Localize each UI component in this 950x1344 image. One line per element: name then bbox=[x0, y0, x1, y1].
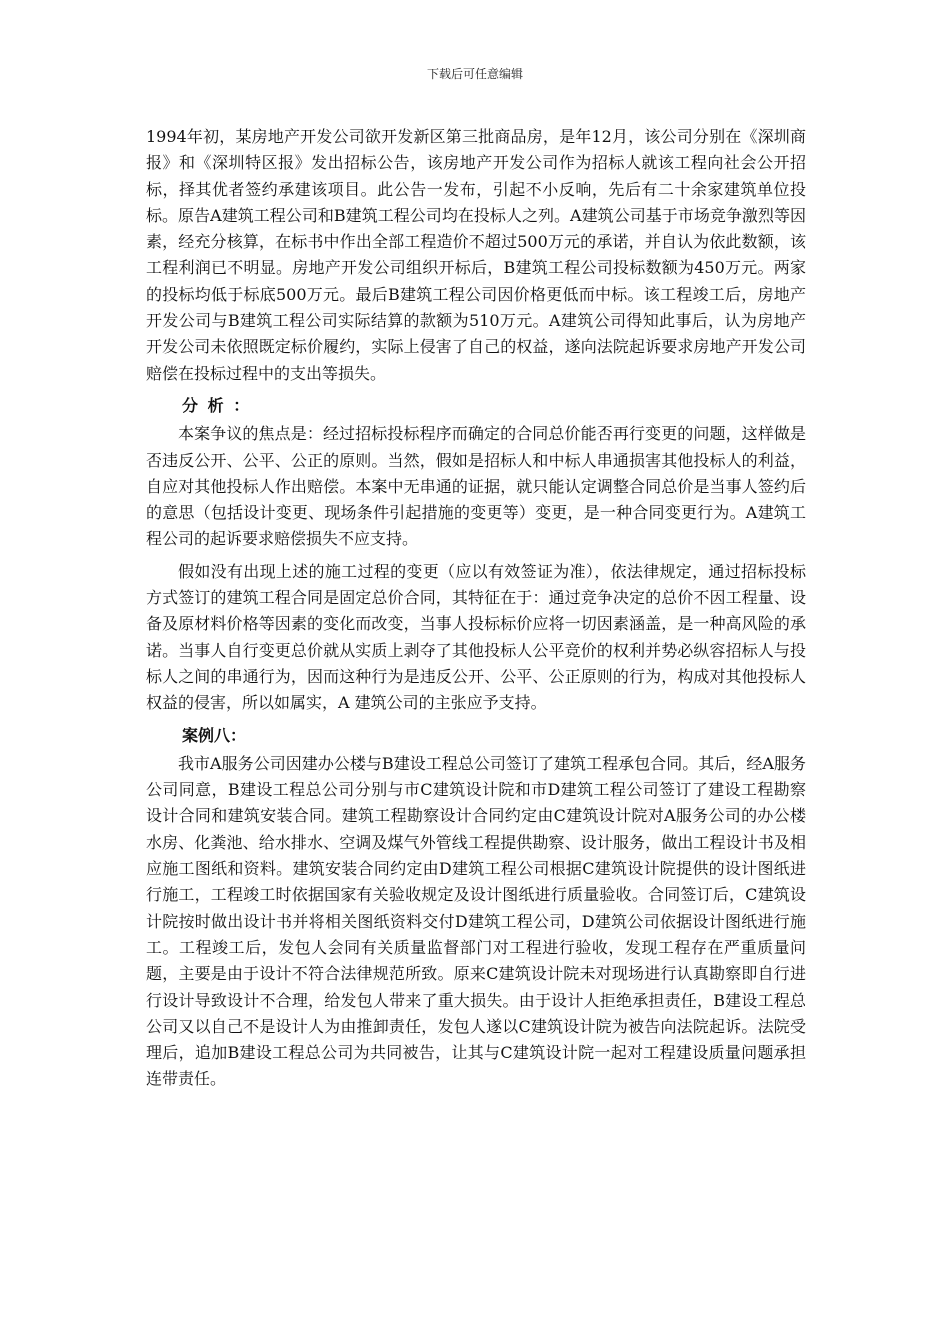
analysis-heading: 分析： bbox=[182, 395, 259, 415]
analysis-paragraph-1: 本案争议的焦点是：经过招标投标程序而确定的合同总价能否再行变更的问题，这样做是否违反公开、公平、公正的原则。当然，假如是招标人和中标人串通损害其他投标人的利益，自应对其他投标人作出赔偿。本案中无串通的证据，就只能认定调整合同总价是当事人签约后的意思（包括设计变更、现场条件引起措施的变更等）变更，是一种合同变更行为。A建筑工程公司的起诉要求赔偿损失不应支持。 bbox=[146, 424, 806, 549]
page-header-note: 下载后可任意编辑 bbox=[426, 67, 523, 81]
case-description-paragraph: 1994年初，某房地产开发公司欲开发新区第三批商品房，是年12月，该公司分别在《深圳商报》和《深圳特区报》发出招标公告，该房地产开发公司作为招标人就该工程向社会公开招标，择其优者签约承建该项目。此公告一发布，引起不小反响，先后有二十余家建筑单位投标。原告A建筑工程公司和B建筑工程公司均在投标人之列。A建筑公司基于市场竞争激烈等因素，经充分核算，在标书中作出全部工程造价不超过500万元的承诺，并自认为依此数额，该工程利润已不明显。房地产开发公司组织开标后，B建筑工程公司投标数额为450万元。两家的投标均低于标底500万元。最后B建筑工程公司因价格更低而中标。该工程竣工后，房地产开发公司与B建筑工程公司实际结算的款额为510万元。A建筑公司得知此事后，认为房地产开发公司未依照既定标价履约，实际上侵害了自己的权益，遂向法院起诉要求房地产开发公司赔偿在投标过程中的支出等损失。 bbox=[146, 127, 806, 383]
document-body bbox=[146, 124, 806, 1099]
analysis-paragraph-2: 假如没有出现上述的施工过程的变更（应以有效签证为准），依法律规定，通过招标投标方式签订的建筑工程合同是固定总价合同，其特征在于：通过竞争决定的总价不因工程量、设备及原材料价格等因素的变化而改变，当事人投标标价应将一切因素涵盖，是一种高风险的承诺。当事人自行变更总价就从实质上剥夺了其他投标人公平竞价的权利并势必纵容招标人与投标人之间的串通行为，因而这种行为是违反公开、公平、公正原则的行为，构成对其他投标人权益的侵害，所以如属实，A 建筑公司的主张应予支持。 bbox=[146, 561, 806, 713]
case-eight-heading: 案例八： bbox=[182, 725, 247, 745]
case-eight-paragraph: 我市A服务公司因建办公楼与B建设工程总公司签订了建筑工程承包合同。其后，经A服务公司同意，B建设工程总公司分别与市C建筑设计院和市D建筑工程公司签订了建设工程勘察设计合同和建筑安装合同。建筑工程勘察设计合同约定由C建筑设计院对A服务公司的办公楼水房、化粪池、给水排水、空调及煤气外管线工程提供勘察、设计服务，做出工程设计书及相应施工图纸和资料。建筑安装合同约定由D建筑工程公司根据C建筑设计院提供的设计图纸进行施工，工程竣工时依据国家有关验收规定及设计图纸进行质量验收。合同签订后，C建筑设计院按时做出设计书并将相关图纸资料交付D建筑工程公司，D建筑公司依据设计图纸进行施工。工程竣工后，发包人会同有关质量监督部门对工程进行验收，发现工程存在严重质量问题，主要是由于设计不符合法律规范所致。原来C建筑设计院未对现场进行认真勘察即自行进行设计导致设计不合理，给发包人带来了重大损失。由于设计人拒绝承担责任，B建设工程总公司又以自己不是设计人为由推卸责任，发包人遂以C建筑设计院为被告向法院起诉。法院受理后，追加B建设工程总公司为共同被告，让其与C建筑设计院一起对工程建设质量问题承担连带责任。 bbox=[146, 753, 806, 1089]
